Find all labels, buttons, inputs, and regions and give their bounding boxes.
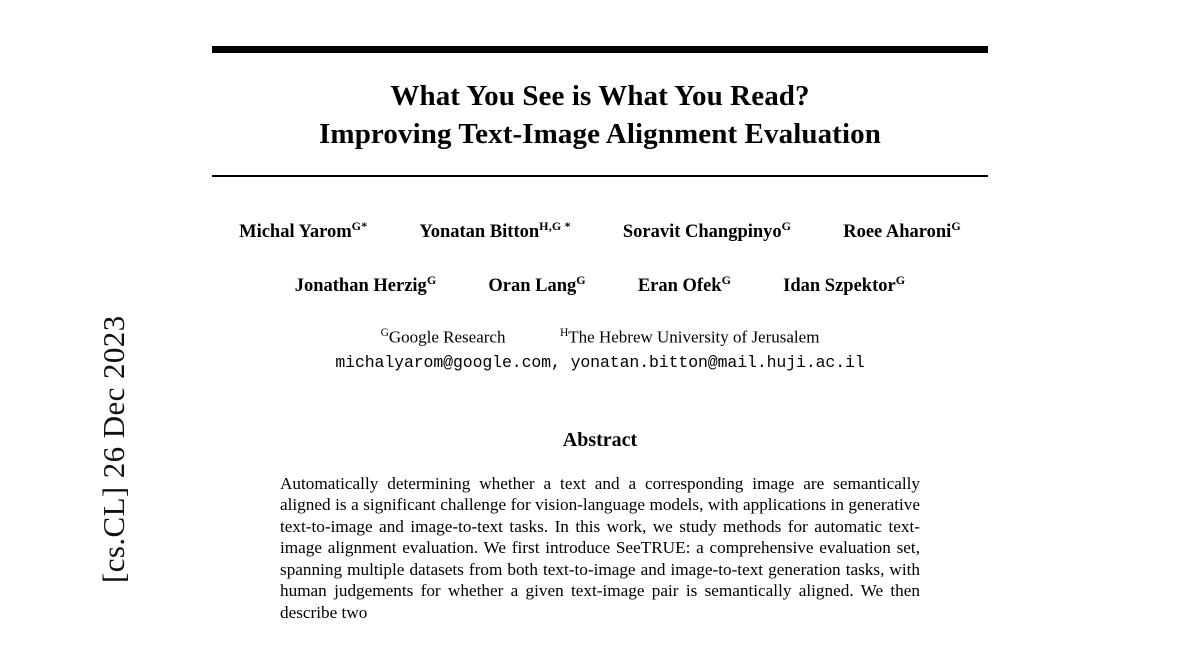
author-name: Soravit Changpinyo	[622, 222, 782, 243]
page-title	[212, 77, 988, 153]
author-name: Yonatan Bitton	[419, 222, 540, 243]
abstract-body	[280, 473, 920, 624]
author	[213, 219, 393, 243]
affiliation-name: Google Research	[388, 327, 506, 347]
author-affiliation-marks: G	[576, 273, 586, 288]
abstract-heading: Abstract	[562, 428, 638, 451]
top-rule	[212, 46, 988, 53]
author	[462, 273, 611, 297]
author-list	[212, 219, 988, 297]
author-name: Oran Lang	[488, 276, 577, 297]
author-affiliation-marks: H,G *	[539, 219, 571, 233]
author	[269, 273, 463, 297]
author-affiliation-marks: G	[781, 219, 792, 233]
author-affiliation-marks: G	[426, 273, 437, 288]
affiliation	[381, 327, 506, 348]
author-name: Eran Ofek	[637, 276, 722, 297]
title-line-2: Improving Text-Image Alignment Evaluation	[319, 118, 881, 150]
author-row	[212, 219, 988, 243]
author-affiliation-marks: G	[721, 273, 732, 288]
author-affiliation-marks: G*	[351, 219, 368, 233]
title-line-1: What You See is What You Read?	[390, 80, 810, 112]
author-name: Michal Yarom	[239, 222, 352, 243]
author-affiliation-marks: G	[951, 219, 961, 233]
affiliation-name: The Hebrew University of Jerusalem	[568, 327, 820, 347]
affiliation-mark: G	[380, 327, 389, 340]
affiliation-mark: H	[559, 327, 569, 340]
paper-body	[212, 0, 988, 623]
author	[757, 273, 931, 297]
author-name: Idan Szpektor	[783, 276, 896, 297]
author-affiliation-marks: G	[895, 273, 906, 288]
author	[393, 219, 596, 243]
author-name: Jonathan Herzig	[294, 276, 427, 297]
author-name: Roee Aharoni	[843, 222, 952, 243]
author-emails: michalyarom@google.com, yonatan.bitton@mail.huji.ac.il	[335, 352, 865, 372]
abstract-paragraph: Automatically determining whether a text and a corresponding image are semantically aligned is a significant challenge for vision-language models, with applications in generative text-to-image and image-to-text tasks. In this work, we study methods for automatic text-image alignment evaluation. We first introduce SeeTRUE: a comprehensive evaluation set, spanning multiple datasets from both text-to-image and image-to-text generation tasks, with human judgements for whether a given text-image pair is semantically aligned. We then describe two	[280, 473, 920, 622]
author	[597, 219, 817, 243]
author	[817, 219, 987, 243]
affiliation-list	[212, 327, 988, 348]
title-underline-rule	[212, 175, 988, 177]
author	[612, 273, 757, 297]
arxiv-stamp: [cs.CL] 26 Dec 2023	[96, 315, 131, 583]
affiliation	[560, 327, 819, 348]
author-row	[212, 273, 988, 297]
